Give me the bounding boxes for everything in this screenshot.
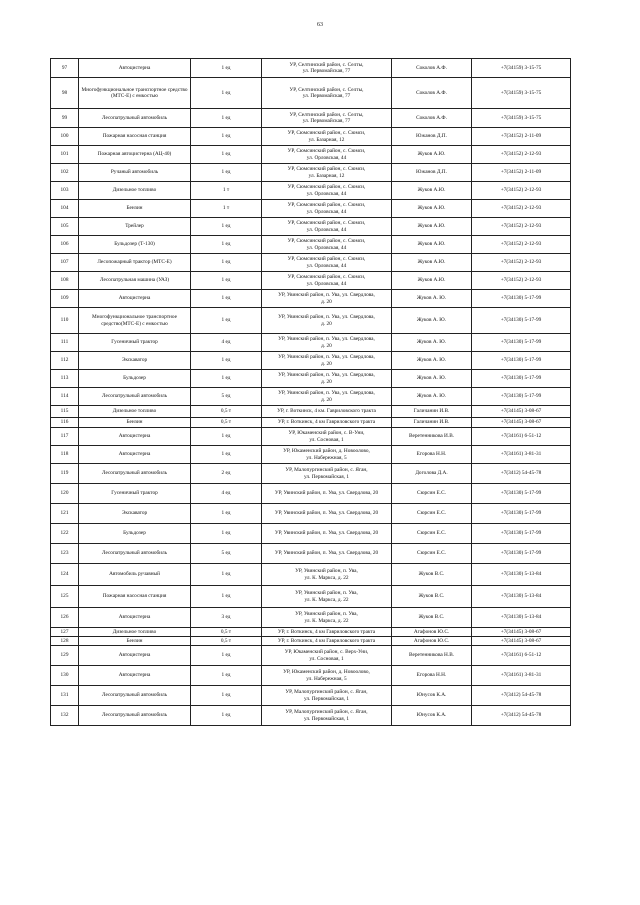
table-row (51, 564, 571, 586)
row-number-cell: 128 (51, 637, 79, 646)
table-row (51, 370, 571, 388)
quantity-cell: 0,5 т (191, 637, 262, 646)
phone-number-cell: +7(3412) 54-45-78 (472, 706, 571, 726)
phone-number-cell: +7(34152) 2-12-93 (472, 146, 571, 164)
row-number-cell: 106 (51, 236, 79, 254)
responsible-person-cell: Жуков А.Ю. (392, 272, 472, 290)
address-cell: УР, г. Воткинск, 4 км Гавриловского тракта (262, 418, 392, 428)
address-cell: УР, Увинский район, п. Ува, ул. Свердлова, д. 20 (262, 352, 392, 370)
row-number-cell: 110 (51, 308, 79, 334)
responsible-person-cell: Жуков А.Ю. (392, 146, 472, 164)
quantity-cell: 1 ед (191, 646, 262, 666)
row-number-cell: 123 (51, 544, 79, 564)
row-number-cell: 130 (51, 666, 79, 686)
quantity-cell: 4 ед (191, 334, 262, 352)
row-number-cell: 120 (51, 484, 79, 504)
resource-name-cell: Многофункциональное транспортное средство(МТС-Е) с емкостью (79, 308, 191, 334)
phone-number-cell: +7(34152) 2-12-93 (472, 272, 571, 290)
responsible-person-cell: Жуков В.С. (392, 608, 472, 628)
table-row (51, 290, 571, 308)
phone-number-cell: +7(34159) 3-15-75 (472, 78, 571, 109)
row-number-cell: 99 (51, 109, 79, 128)
address-cell: УР, Сюмсинский район, с. Сюмси, ул. Орловская, 44 (262, 182, 392, 200)
resource-name-cell: Дизельное топливо (79, 182, 191, 200)
resource-name-cell: Автоцистерна (79, 446, 191, 464)
address-cell: УР, Малопургинский район, с. Яган, ул. Первомайская, 1 (262, 686, 392, 706)
resource-name-cell: Трейлер (79, 218, 191, 236)
responsible-person-cell: Соколов А.Ф. (392, 109, 472, 128)
table-row (51, 352, 571, 370)
table-row (51, 544, 571, 564)
address-cell: УР, Сюмсинский район, с. Сюмси, ул. Орловская, 44 (262, 236, 392, 254)
quantity-cell: 1 ед (191, 370, 262, 388)
address-cell: УР, Увинский район, п. Ува, ул. Свердлова, 20 (262, 524, 392, 544)
quantity-cell: 1 ед (191, 524, 262, 544)
table-row (51, 706, 571, 726)
address-cell: УР, Сюмсинский район, с. Сюмси, ул. Орловская, 44 (262, 218, 392, 236)
phone-number-cell: +7(34130) 5-17-99 (472, 370, 571, 388)
responsible-person-cell: Сюрсин Е.С. (392, 544, 472, 564)
responsible-person-cell: Сюрсин Е.С. (392, 484, 472, 504)
table-row (51, 59, 571, 78)
resource-name-cell: Автомобиль ручавный (79, 564, 191, 586)
phone-number-cell: +7(34130) 5-13-84 (472, 586, 571, 608)
resource-name-cell: Лесопатрульный автомобиль (79, 544, 191, 564)
responsible-person-cell: Веретенникова Н.В. (392, 646, 472, 666)
row-number-cell: 100 (51, 128, 79, 146)
quantity-cell: 1 ед (191, 254, 262, 272)
phone-number-cell: +7(34130) 5-13-84 (472, 608, 571, 628)
phone-number-cell: +7(34161) 6-51-12 (472, 646, 571, 666)
phone-number-cell: +7(34161) 3-81-31 (472, 446, 571, 464)
table-row (51, 504, 571, 524)
resource-name-cell: Многофункциональное транспортное средство (МТС-Е) с емкостью (79, 78, 191, 109)
table-row (51, 418, 571, 428)
row-number-cell: 105 (51, 218, 79, 236)
quantity-cell: 0,5 т (191, 628, 262, 637)
phone-number-cell: +7(34161) 3-81-31 (472, 666, 571, 686)
phone-number-cell: +7(34152) 2-11-09 (472, 164, 571, 182)
table-row (51, 608, 571, 628)
row-number-cell: 116 (51, 418, 79, 428)
resource-name-cell: Экскаватор (79, 504, 191, 524)
quantity-cell: 5 ед (191, 544, 262, 564)
resource-name-cell: Лесопатрульный автомобиль (79, 388, 191, 406)
quantity-cell: 1 ед (191, 446, 262, 464)
phone-number-cell: +7(34152) 2-11-09 (472, 128, 571, 146)
phone-number-cell: +7(34145) 3-08-67 (472, 418, 571, 428)
quantity-cell: 1 ед (191, 352, 262, 370)
responsible-person-cell: Жуков А. Ю. (392, 370, 472, 388)
phone-number-cell: +7(34145) 3-08-67 (472, 637, 571, 646)
phone-number-cell: +7(34130) 5-17-99 (472, 544, 571, 564)
quantity-cell: 1 ед (191, 272, 262, 290)
quantity-cell: 1 ед (191, 686, 262, 706)
phone-number-cell: +7(34130) 5-17-99 (472, 308, 571, 334)
row-number-cell: 118 (51, 446, 79, 464)
resource-name-cell: Бульдозер (Т-130) (79, 236, 191, 254)
resource-name-cell: Гусеничный трактор (79, 334, 191, 352)
responsible-person-cell: Юнусов К.А. (392, 686, 472, 706)
table-row (51, 464, 571, 484)
quantity-cell: 4 ед (191, 484, 262, 504)
resource-name-cell: Автоцистерна (79, 646, 191, 666)
responsible-person-cell: Соколов А.Ф. (392, 59, 472, 78)
row-number-cell: 114 (51, 388, 79, 406)
phone-number-cell: +7(34130) 5-17-99 (472, 290, 571, 308)
quantity-cell: 1 ед (191, 706, 262, 726)
responsible-person-cell: Жуков А. Ю. (392, 388, 472, 406)
resource-name-cell: Дизельное топливо (79, 406, 191, 418)
quantity-cell: 1 ед (191, 428, 262, 446)
phone-number-cell: +7(34159) 3-15-75 (472, 109, 571, 128)
address-cell: УР, Увинский район, п. Ува, ул. Свердлова, 20 (262, 484, 392, 504)
responsible-person-cell: Галичанин И.В. (392, 406, 472, 418)
quantity-cell: 1 ед (191, 236, 262, 254)
responsible-person-cell: Жуков А. Ю. (392, 290, 472, 308)
quantity-cell: 1 ед (191, 109, 262, 128)
table-row (51, 146, 571, 164)
address-cell: УР, Увинский район, п. Ува, ул. Свердлова, 20 (262, 544, 392, 564)
quantity-cell: 1 ед (191, 504, 262, 524)
table-row (51, 182, 571, 200)
table-row (51, 586, 571, 608)
phone-number-cell: +7(34152) 2-12-93 (472, 200, 571, 218)
address-cell: УР, Селтинский район, с. Селты, ул. Первомайская, 77 (262, 59, 392, 78)
responsible-person-cell: Жуков А. Ю. (392, 308, 472, 334)
resource-name-cell: Бензин (79, 418, 191, 428)
address-cell: УР, г. Воткинск, 4 км Гавриловского тракта (262, 637, 392, 646)
responsible-person-cell: Веретенникова И.В. (392, 428, 472, 446)
row-number-cell: 126 (51, 608, 79, 628)
resource-name-cell: Лесопатрульный автомобиль (79, 706, 191, 726)
table-row (51, 128, 571, 146)
address-cell: УР, Сюмсинский район, с. Сюмси, ул. Орловская, 44 (262, 254, 392, 272)
phone-number-cell: +7(3412) 54-45-78 (472, 464, 571, 484)
responsible-person-cell: Жуков А.Ю. (392, 200, 472, 218)
table-body (51, 59, 571, 726)
quantity-cell: 1 ед (191, 146, 262, 164)
phone-number-cell: +7(34161) 6-51-12 (472, 428, 571, 446)
resource-name-cell: Лесопатрульный автомобиль (79, 686, 191, 706)
responsible-person-cell: Юнусов К.А. (392, 706, 472, 726)
quantity-cell: 0,5 т (191, 418, 262, 428)
row-number-cell: 122 (51, 524, 79, 544)
address-cell: УР, Сюмсинский район, с. Сюмси, ул. Базарная, 12 (262, 128, 392, 146)
address-cell: УР, Увинский район, п. Ува, ул. К. Маркса, д. 22 (262, 564, 392, 586)
resource-name-cell: Бензин (79, 200, 191, 218)
table-row (51, 406, 571, 418)
quantity-cell: 5 ед (191, 388, 262, 406)
responsible-person-cell: Агафонов Ю.С. (392, 628, 472, 637)
address-cell: УР, г. Воткинск, 4 км Гавриловского тракта (262, 628, 392, 637)
responsible-person-cell: Жуков В.С. (392, 586, 472, 608)
quantity-cell: 0,5 т (191, 406, 262, 418)
responsible-person-cell: Егорова Н.Н. (392, 666, 472, 686)
phone-number-cell: +7(34130) 5-17-99 (472, 484, 571, 504)
resource-name-cell: Лесопатрульный автомобиль (79, 109, 191, 128)
phone-number-cell: +7(34152) 2-12-93 (472, 254, 571, 272)
row-number-cell: 104 (51, 200, 79, 218)
resource-name-cell: Автоцистерна (79, 59, 191, 78)
row-number-cell: 132 (51, 706, 79, 726)
responsible-person-cell: Доголова Д.А. (392, 464, 472, 484)
row-number-cell: 117 (51, 428, 79, 446)
address-cell: УР, Увинский район, п. Ува, ул. Свердлова, д. 20 (262, 370, 392, 388)
row-number-cell: 125 (51, 586, 79, 608)
phone-number-cell: +7(34152) 2-12-93 (472, 218, 571, 236)
row-number-cell: 101 (51, 146, 79, 164)
responsible-person-cell: Галичанин И.В. (392, 418, 472, 428)
row-number-cell: 98 (51, 78, 79, 109)
quantity-cell: 1 ед (191, 290, 262, 308)
address-cell: УР, Сюмсинский район, с. Сюмси, ул. Базарная, 12 (262, 164, 392, 182)
table-row (51, 646, 571, 666)
quantity-cell: 1 ед (191, 666, 262, 686)
resource-name-cell: Лесопатрульная машина (УАЗ) (79, 272, 191, 290)
row-number-cell: 111 (51, 334, 79, 352)
quantity-cell: 1 ед (191, 586, 262, 608)
phone-number-cell: +7(34130) 5-13-84 (472, 564, 571, 586)
address-cell: УР, Увинский район, п. Ува, ул. Свердлова, д. 20 (262, 388, 392, 406)
table-row (51, 524, 571, 544)
resource-name-cell: Гусеничный трактор (79, 484, 191, 504)
address-cell: УР, Сюмсинский район, с. Сюмси, ул. Орловская, 44 (262, 200, 392, 218)
resource-name-cell: Лесопатрульный автомобиль (79, 464, 191, 484)
resource-name-cell: Экскаватор (79, 352, 191, 370)
table-row (51, 236, 571, 254)
phone-number-cell: +7(34130) 5-17-99 (472, 388, 571, 406)
resource-name-cell: Пожарная автоцистерна (АЦ-40) (79, 146, 191, 164)
quantity-cell: 1 ед (191, 564, 262, 586)
table-row (51, 218, 571, 236)
address-cell: УР, Малопургинский район, с. Яган, ул. Первомайская, 1 (262, 464, 392, 484)
table-row (51, 484, 571, 504)
table-row (51, 78, 571, 109)
responsible-person-cell: Агафонов Ю.С. (392, 637, 472, 646)
phone-number-cell: +7(34130) 5-17-99 (472, 504, 571, 524)
responsible-person-cell: Жуков А.Ю. (392, 254, 472, 272)
phone-number-cell: +7(34130) 5-17-99 (472, 334, 571, 352)
quantity-cell: 1 ед (191, 78, 262, 109)
phone-number-cell: +7(34145) 3-08-67 (472, 406, 571, 418)
row-number-cell: 115 (51, 406, 79, 418)
table-row (51, 200, 571, 218)
address-cell: УР, Увинский район, п. Ува, ул. Свердлова, д. 20 (262, 308, 392, 334)
table-row (51, 164, 571, 182)
phone-number-cell: +7(34152) 2-12-93 (472, 182, 571, 200)
address-cell: УР, Селтинский район, с. Селты, ул. Первомайская, 77 (262, 109, 392, 128)
table-row (51, 666, 571, 686)
responsible-person-cell: Жуков А.Ю. (392, 182, 472, 200)
row-number-cell: 121 (51, 504, 79, 524)
resource-name-cell: Пожарная насосная станция (79, 128, 191, 146)
row-number-cell: 112 (51, 352, 79, 370)
phone-number-cell: +7(3412) 54-45-78 (472, 686, 571, 706)
resource-name-cell: Автоцистерна (79, 608, 191, 628)
table-row (51, 109, 571, 128)
row-number-cell: 127 (51, 628, 79, 637)
address-cell: УР, Малопургинский район, с. Яган, ул. Первомайская, 1 (262, 706, 392, 726)
row-number-cell: 113 (51, 370, 79, 388)
table-row (51, 334, 571, 352)
responsible-person-cell: Жуков А.Ю. (392, 218, 472, 236)
row-number-cell: 109 (51, 290, 79, 308)
resource-name-cell: Бензин (79, 637, 191, 646)
resource-name-cell: Пожарная насосная станция (79, 586, 191, 608)
quantity-cell: 1 ед (191, 59, 262, 78)
table-row (51, 446, 571, 464)
quantity-cell: 3 ед (191, 608, 262, 628)
resource-name-cell: Лесопожарный трактор (МТС-Е) (79, 254, 191, 272)
responsible-person-cell: Жуков А. Ю. (392, 334, 472, 352)
row-number-cell: 97 (51, 59, 79, 78)
resource-name-cell: Автоцистерна (79, 666, 191, 686)
row-number-cell: 107 (51, 254, 79, 272)
quantity-cell: 1 ед (191, 218, 262, 236)
phone-number-cell: +7(34159) 3-15-75 (472, 59, 571, 78)
row-number-cell: 102 (51, 164, 79, 182)
responsible-person-cell: Южанов Д.П. (392, 164, 472, 182)
address-cell: УР, Сюмсинский район, с. Сюмси, ул. Орловская, 44 (262, 146, 392, 164)
resource-name-cell: Ручаный автомобиль (79, 164, 191, 182)
resource-name-cell: Бульдозер (79, 524, 191, 544)
address-cell: УР, Юкаменский район, с. Верх-Уни, ул. Сосновая, 1 (262, 646, 392, 666)
address-cell: УР, г. Воткинск, 4 км. Гавриловского тракта (262, 406, 392, 418)
address-cell: УР, Сюмсинский район, с. Сюмси, ул. Орловская, 44 (262, 272, 392, 290)
table-row (51, 388, 571, 406)
row-number-cell: 108 (51, 272, 79, 290)
quantity-cell: 1 т (191, 182, 262, 200)
table-row (51, 637, 571, 646)
responsible-person-cell: Южанов Д.П. (392, 128, 472, 146)
row-number-cell: 131 (51, 686, 79, 706)
row-number-cell: 119 (51, 464, 79, 484)
quantity-cell: 1 ед (191, 128, 262, 146)
address-cell: УР, Юкаменский район, д. Новоолово, ул. Набережная, 5 (262, 446, 392, 464)
responsible-person-cell: Жуков В.С. (392, 564, 472, 586)
resource-name-cell: Дизельное топливо (79, 628, 191, 637)
page-number: 63 (317, 22, 323, 28)
resource-name-cell: Бульдозер (79, 370, 191, 388)
address-cell: УР, Юкаменский район, д. Новоолово, ул. Набережная, 5 (262, 666, 392, 686)
responsible-person-cell: Соколов А.Ф. (392, 78, 472, 109)
quantity-cell: 1 ед (191, 164, 262, 182)
phone-number-cell: +7(34130) 5-17-99 (472, 352, 571, 370)
address-cell: УР, Селтинский район, с. Селты, ул. Первомайская, 77 (262, 78, 392, 109)
resource-name-cell: Автоцистерна (79, 290, 191, 308)
table-row (51, 254, 571, 272)
table-row (51, 428, 571, 446)
address-cell: УР, Увинский район, п. Ува, ул. К. Маркса, д. 22 (262, 586, 392, 608)
row-number-cell: 124 (51, 564, 79, 586)
table-row (51, 628, 571, 637)
row-number-cell: 129 (51, 646, 79, 666)
table-row (51, 686, 571, 706)
address-cell: УР, Увинский район, п. Ува, ул. Свердлова, 20 (262, 504, 392, 524)
phone-number-cell: +7(34152) 2-12-93 (472, 236, 571, 254)
responsible-person-cell: Егорова Н.Н. (392, 446, 472, 464)
table-row (51, 272, 571, 290)
responsible-person-cell: Жуков А.Ю. (392, 236, 472, 254)
table-row (51, 308, 571, 334)
address-cell: УР, Юкаменский район, с. В-Уни, ул. Сосновая, 1 (262, 428, 392, 446)
quantity-cell: 1 ед (191, 308, 262, 334)
phone-number-cell: +7(34145) 3-08-67 (472, 628, 571, 637)
quantity-cell: 1 т (191, 200, 262, 218)
quantity-cell: 2 ед (191, 464, 262, 484)
phone-number-cell: +7(34130) 5-17-99 (472, 524, 571, 544)
row-number-cell: 103 (51, 182, 79, 200)
address-cell: УР, Увинский район, п. Ува, ул. Свердлова, д. 20 (262, 334, 392, 352)
address-cell: УР, Увинский район, п. Ува, ул. К. Маркса, д. 22 (262, 608, 392, 628)
responsible-person-cell: Сюрсин Е.С. (392, 504, 472, 524)
responsible-person-cell: Жуков А. Ю. (392, 352, 472, 370)
address-cell: УР, Увинский район, п. Ува, ул. Свердлова, д. 20 (262, 290, 392, 308)
resource-name-cell: Автоцистерна (79, 428, 191, 446)
responsible-person-cell: Сюрсин Е.С. (392, 524, 472, 544)
resources-table (50, 58, 571, 726)
